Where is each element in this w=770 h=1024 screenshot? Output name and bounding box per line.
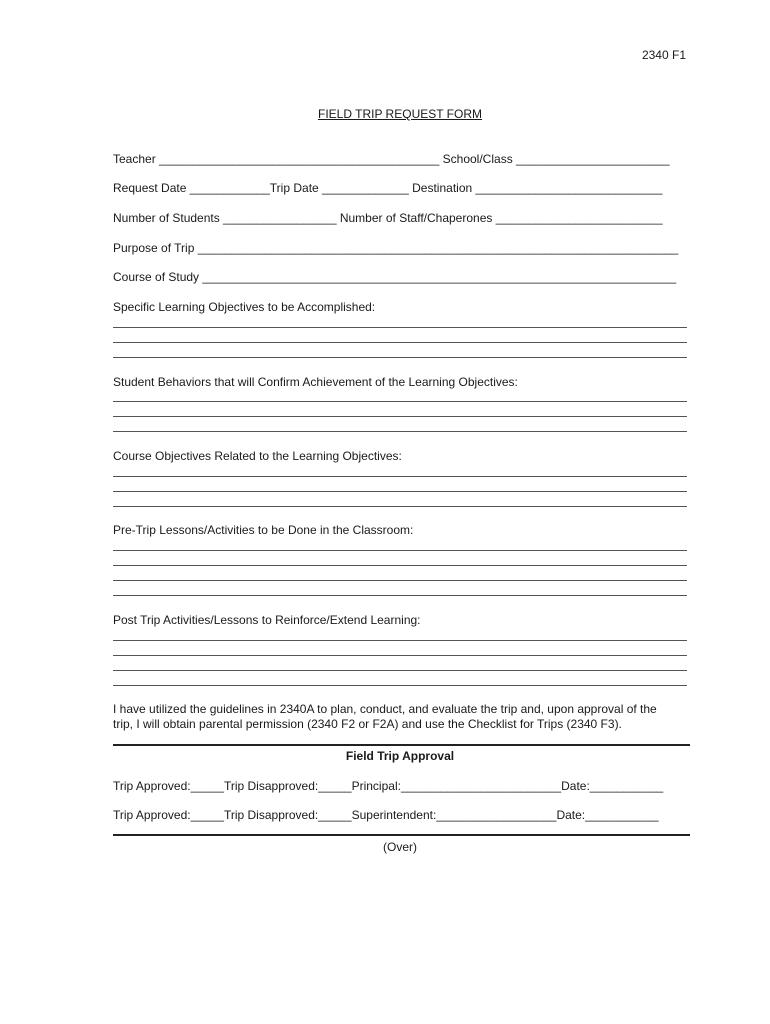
principal-approval-row[interactable]: Trip Approved:_____Trip Disapproved:_____Principal:________________________Date:___________ (113, 779, 664, 793)
section-heading: Course Objectives Related to the Learning Objectives: (113, 449, 402, 463)
blank-line[interactable] (113, 565, 687, 566)
blank-line[interactable] (113, 416, 687, 417)
purpose-row[interactable]: Purpose of Trip ________________________________________________________________________ (113, 241, 679, 255)
blank-line[interactable] (113, 401, 687, 402)
approval-bottom-rule (113, 834, 690, 836)
blank-line[interactable] (113, 431, 687, 432)
section-heading: Student Behaviors that will Confirm Achievement of the Learning Objectives: (113, 375, 518, 389)
blank-line[interactable] (113, 327, 687, 328)
course-row[interactable]: Course of Study _______________________________________________________________________ (113, 270, 677, 284)
blank-line[interactable] (113, 506, 687, 507)
section-heading: Specific Learning Objectives to be Accomplished: (113, 300, 376, 314)
blank-line[interactable] (113, 476, 687, 477)
approval-top-rule (113, 744, 690, 746)
section-heading: Post Trip Activities/Lessons to Reinforce/Extend Learning: (113, 613, 421, 627)
blank-line[interactable] (113, 580, 687, 581)
blank-line[interactable] (113, 640, 687, 641)
form-number: 2340 F1 (641, 48, 686, 62)
blank-line[interactable] (113, 655, 687, 656)
blank-line[interactable] (113, 342, 687, 343)
dates-destination-row[interactable]: Request Date ____________Trip Date _____________ Destination ____________________________ (113, 181, 663, 195)
blank-line[interactable] (113, 595, 687, 596)
statement-line-1: I have utilized the guidelines in 2340A to plan, conduct, and evaluate the trip and, upon approval of the (113, 702, 657, 716)
approval-title: Field Trip Approval (345, 749, 455, 763)
superintendent-approval-row[interactable]: Trip Approved:_____Trip Disapproved:_____Superintendent:__________________Date:___________ (113, 808, 659, 822)
statement-line-2: trip, I will obtain parental permission (2340 F2 or F2A) and use the Checklist for Trips (2340 F3). (113, 717, 622, 731)
form-title: FIELD TRIP REQUEST FORM (317, 107, 483, 121)
teacher-school-row[interactable]: Teacher __________________________________________ School/Class _______________________ (113, 152, 670, 166)
blank-line[interactable] (113, 491, 687, 492)
students-staff-row[interactable]: Number of Students _________________ Number of Staff/Chaperones _________________________ (113, 211, 663, 225)
section-heading: Pre-Trip Lessons/Activities to be Done in the Classroom: (113, 523, 414, 537)
blank-line[interactable] (113, 670, 687, 671)
over-note: (Over) (383, 840, 417, 854)
blank-line[interactable] (113, 685, 687, 686)
blank-line[interactable] (113, 357, 687, 358)
blank-line[interactable] (113, 550, 687, 551)
